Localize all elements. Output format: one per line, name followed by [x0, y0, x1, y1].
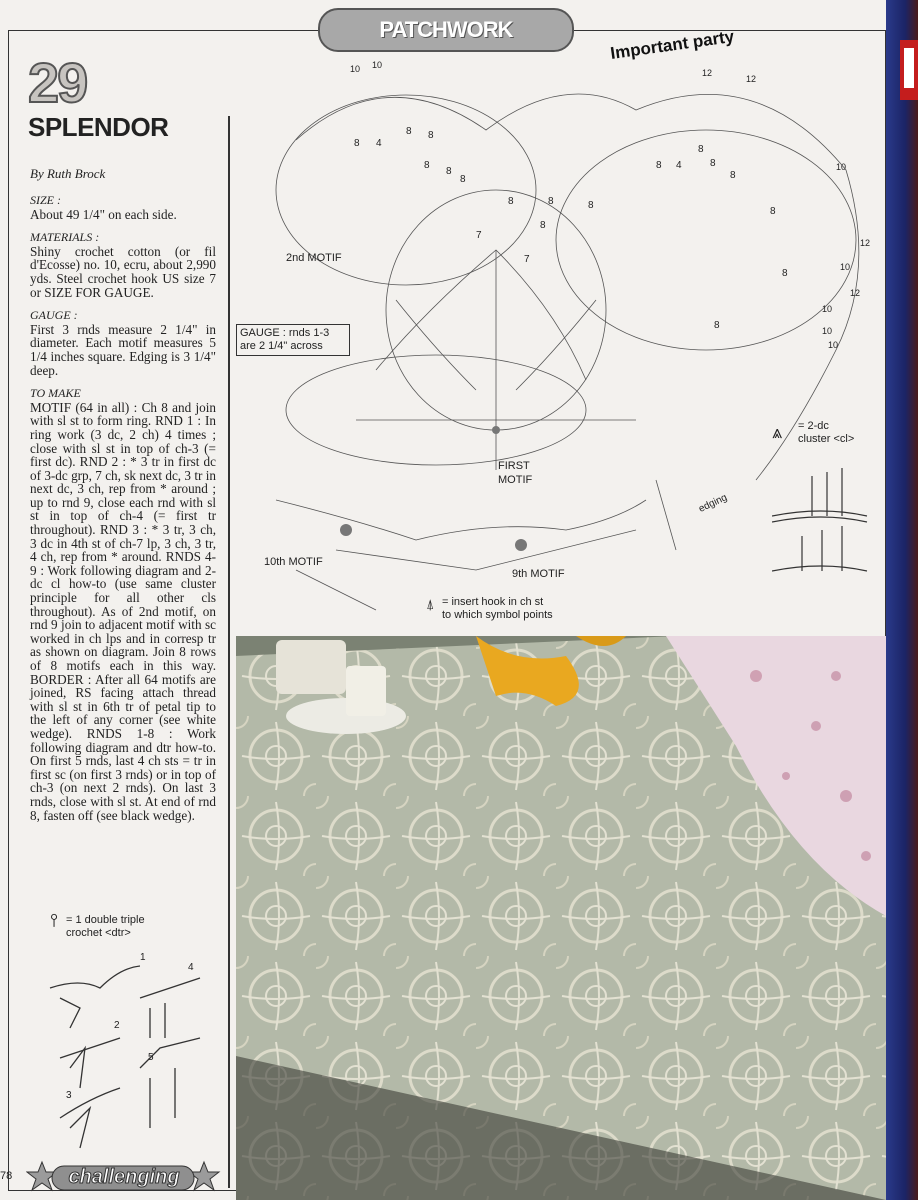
instructions-column	[30, 194, 216, 822]
pattern-number: 29	[28, 51, 87, 114]
insert-hook-symbol-icon: ⍋	[426, 598, 435, 613]
diagram-number: 8	[710, 158, 716, 169]
dtr-step-2: 2	[114, 1020, 120, 1031]
diagram-number: 12	[702, 68, 713, 78]
diagram-number: 10	[350, 64, 361, 74]
cluster-legend-line1: = 2-dc	[798, 420, 829, 432]
dtr-legend-line1: = 1 double triple	[66, 914, 145, 926]
pattern-title: SPLENDOR	[28, 112, 169, 142]
dtr-step-4: 4	[188, 962, 194, 973]
diagram-number: 12	[746, 74, 757, 84]
diagram-number: 4	[676, 160, 682, 171]
section-title: PATCHWORK	[379, 17, 513, 42]
first-motif-label-line2: MOTIF	[498, 474, 533, 486]
diagram-number: 8	[508, 196, 514, 207]
diagram-number: 10	[840, 262, 851, 272]
edging-label: edging	[697, 492, 729, 515]
diagram-number: 10	[372, 60, 383, 70]
diagram-number: 8	[698, 144, 704, 155]
dtr-howto-illustration	[40, 948, 220, 1158]
insert-legend-line2: to which symbol points	[442, 609, 553, 621]
diagram-number: 8	[548, 196, 554, 207]
diagram-number: 8	[782, 268, 788, 279]
dtr-step-3: 3	[66, 1090, 72, 1101]
diagram-number: 12	[850, 288, 861, 298]
diagram-number: 10	[836, 162, 847, 172]
diagram-number: 7	[476, 230, 482, 241]
magazine-spine	[886, 0, 918, 1200]
frame-top-left	[8, 30, 320, 31]
dtr-legend	[50, 910, 145, 940]
diagram-number: 8	[428, 130, 434, 141]
to-make-text: MOTIF (64 in all) : Ch 8 and join with sl st to form ring. RND 1 : In ring work (3 dc, 2 ch) 4 times ; close with sl st in top of ch-3 (= first dc). RND 2 : * 3 tr in first dc of 3-dc grp, 7 ch, sk next dc, 3 tr in next dc, 3 ch, rep from * around ; up to rnd 9, close each rnd with sl st in top of ch-4 (= first tr throughout). RND 3 : * 3 tr, 3 ch, 3 dc in 4th st of ch-7 lp, 3 ch, 3 tr, 4 ch, rep from * around. RNDS 4-9 : Work following diagram and 2-dc cl how-to (use same cluster principle for all other cls throughout). As of 2nd motif, on rnd 9 join to adjacent motif with sc worked in ch lps and in corresp tr as shown on diagram. Join 8 rows of 8 motifs each in this way. BORDER : After all 64 motifs are joined, RS facing attach thread with sl st in 6th tr of petal tip to the left of any corner (see white wedge). RNDS 1-8 : Work following diagram and dtr how-to. On first 5 rnds, last 4 ch sts = tr in first sc (on first 3 rnds) or in top of ch-3 (on next 2 rnds). On last 3 rnds, close with sl st. At end of rnd 8, fasten off (see black wedge).	[30, 399, 216, 823]
second-motif-label: 2nd MOTIF	[286, 252, 342, 264]
difficulty-label: challenging	[68, 1165, 180, 1188]
gauge-callout: GAUGE : rnds 1-3 are 2 1/4" across	[236, 324, 350, 356]
tagline: Important party	[609, 26, 736, 64]
size-heading: SIZE :	[30, 193, 61, 207]
diagram-number: 8	[714, 320, 720, 331]
dtr-legend-line2: crochet <dtr>	[66, 927, 131, 939]
photo-illustration	[236, 636, 886, 1200]
diagram-number: 8	[588, 200, 594, 211]
diagram-number: 8	[406, 126, 412, 137]
diagram-number: 10	[822, 304, 833, 314]
section-banner	[318, 8, 574, 52]
insert-legend-line1: = insert hook in ch st	[442, 596, 544, 608]
cluster-symbol-icon: ⩓	[772, 422, 783, 443]
diagram-number: 8	[540, 220, 546, 231]
diagram-number: 4	[376, 138, 382, 149]
cluster-howto-illustration	[772, 456, 872, 576]
diagram-number: 8	[656, 160, 662, 171]
tenth-motif-label: 10th MOTIF	[264, 556, 323, 568]
gauge-heading: GAUGE :	[30, 308, 78, 323]
diagram-number: 8	[730, 170, 736, 181]
diagram-number: 8	[460, 174, 466, 185]
difficulty-badge	[26, 1160, 222, 1194]
ninth-motif-label: 9th MOTIF	[512, 568, 565, 580]
diagram-number: 8	[770, 206, 776, 217]
to-make-heading: TO MAKE	[30, 386, 81, 401]
cluster-legend-line2: cluster <cl>	[798, 433, 855, 445]
column-rule	[228, 116, 230, 1188]
diagram-number: 8	[354, 138, 360, 149]
gauge-text: First 3 rnds measure 2 1/4" in diameter. Each motif measures 5 1/4 inches square. Edging is 3 1/4" deep.	[30, 321, 216, 378]
diagram-number: 8	[446, 166, 452, 177]
dtr-symbol-icon: ⫯	[50, 910, 58, 930]
size-text: About 49 1/4" on each side.	[30, 206, 177, 222]
materials-text: Shiny crochet cotton (or fil d'Ecosse) no. 10, ecru, about 2,990 yds. Steel crochet hook US size 7 or SIZE FOR GAUGE.	[30, 243, 216, 300]
diagram-number: 8	[424, 160, 430, 171]
diagram-number: 12	[860, 238, 871, 248]
tablecloth-photo	[236, 636, 886, 1200]
diagram-number: 10	[822, 326, 833, 336]
dtr-step-1: 1	[140, 952, 146, 963]
page-number: 78	[0, 1170, 13, 1182]
materials-heading: MATERIALS :	[30, 230, 100, 245]
dtr-step-5: 5	[148, 1052, 154, 1063]
diagram-number: 7	[524, 254, 530, 265]
motif-outline	[286, 355, 586, 465]
first-motif-label-line1: FIRST	[498, 460, 530, 472]
byline: By Ruth Brock	[30, 166, 106, 181]
diagram-number: 10	[828, 340, 839, 350]
spine-white-tab	[904, 48, 914, 88]
